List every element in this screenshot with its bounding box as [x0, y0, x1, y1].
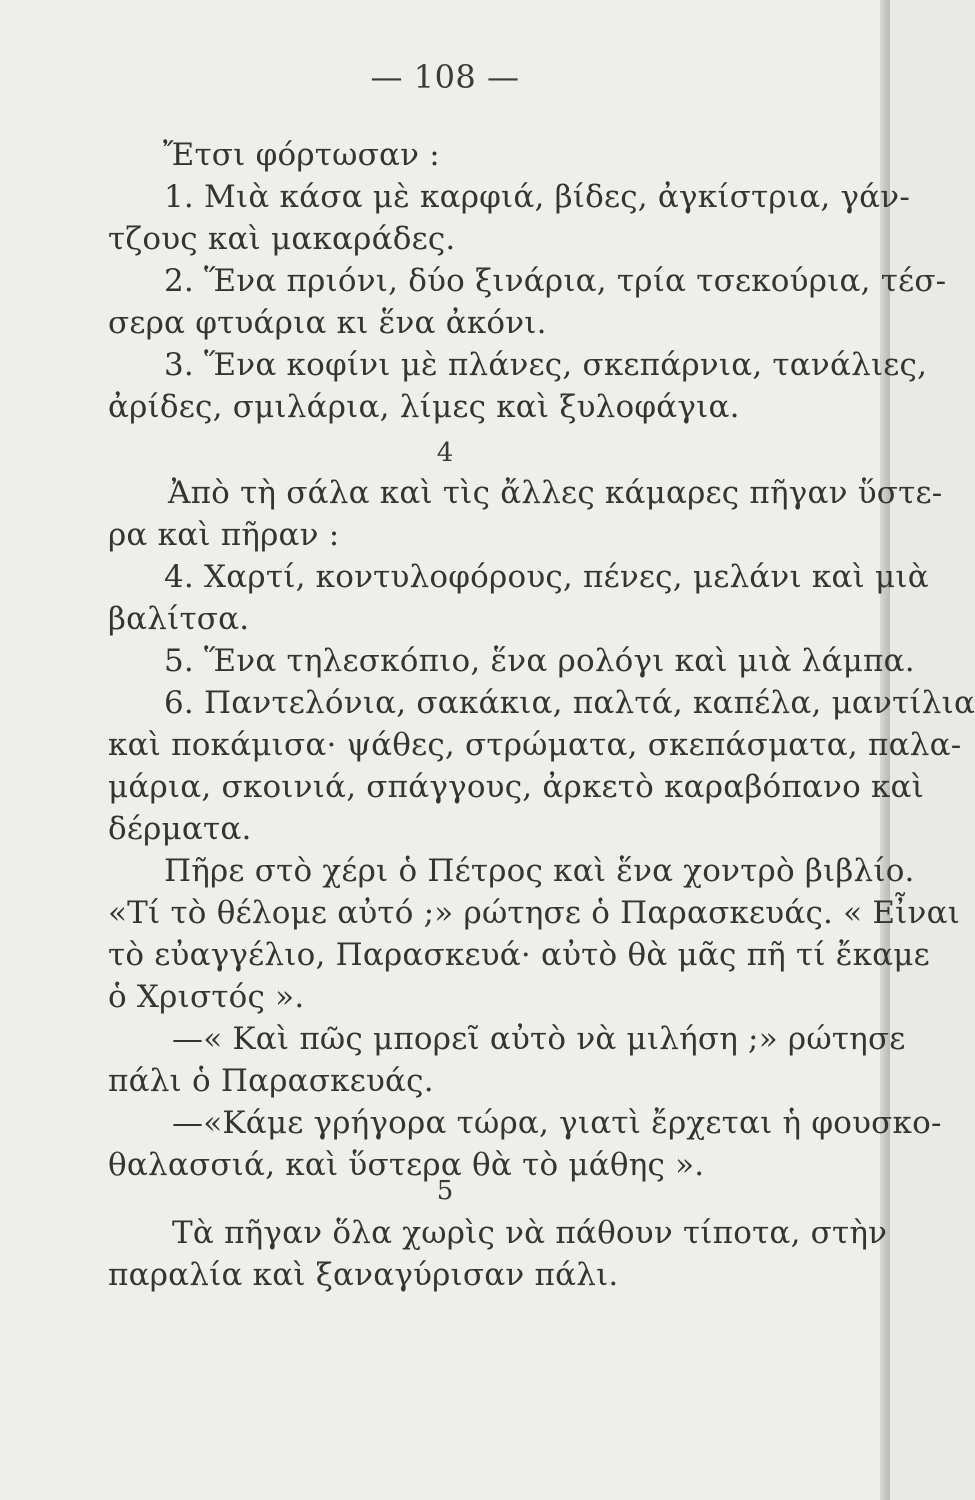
- text-line: 1. Μιὰ κάσα μὲ καρφιά, βίδες, ἀγκίστρια, γάν-: [164, 179, 911, 215]
- text-line: ἀρίδες, σμιλάρια, λίμες καὶ ξυλοφάγια.: [108, 389, 740, 425]
- text-line: —«Κάμε γρήγορα τώρα, γιατὶ ἔρχεται ἡ φουσκο-: [172, 1105, 942, 1141]
- text-line: καὶ ποκάμισα· ψάθες, στρώματα, σκεπάσματα, παλα-: [108, 727, 962, 763]
- text-line: βαλίτσα.: [108, 601, 250, 637]
- page-number: — 108 —: [370, 58, 520, 96]
- text-line: τζους καὶ μακαράδες.: [108, 221, 456, 257]
- text-line: 2. Ἕνα πριόνι, δύο ξινάρια, τρία τσεκούρια, τέσ-: [164, 263, 947, 299]
- text-line: «Τί τὸ θέλομε αὐτό ;» ρώτησε ὁ Παρασκευάς. « Εἶναι: [108, 895, 961, 931]
- text-line: 5. Ἕνα τηλεσκόπιο, ἕνα ρολόγι καὶ μιὰ λάμπα.: [164, 643, 915, 679]
- text-line: σερα φτυάρια κι ἕνα ἀκόνι.: [108, 305, 547, 341]
- text-line: —« Καὶ πῶς μπορεῖ αὐτὸ νὰ μιλήση ;» ρώτησε: [172, 1021, 906, 1057]
- text-line: ρα καὶ πῆραν :: [108, 517, 340, 553]
- section-number-5: 5: [436, 1176, 454, 1206]
- text-line: Ἀπὸ τὴ σάλα καὶ τὶς ἄλλες κάμαρες πῆγαν ὕστε-: [168, 475, 943, 511]
- text-line: παραλία καὶ ξαναγύρισαν πάλι.: [108, 1257, 619, 1293]
- text-line: θαλασσιά, καὶ ὕστερα θὰ τὸ μάθης ».: [108, 1147, 705, 1183]
- text-line: 3. Ἕνα κοφίνι μὲ πλάνες, σκεπάρνια, τανάλιες,: [164, 347, 928, 383]
- text-line: 6. Παντελόνια, σακάκια, παλτά, καπέλα, μαντίλια: [164, 685, 975, 721]
- text-line: Πῆρε στὸ χέρι ὁ Πέτρος καὶ ἕνα χοντρὸ βιβλίο.: [164, 853, 915, 889]
- text-line: μάρια, σκοινιά, σπάγγους, ἀρκετὸ καραβόπανο καὶ: [108, 769, 925, 805]
- section-number-4: 4: [436, 438, 454, 468]
- text-line: Τὰ πῆγαν ὅλα χωρὶς νὰ πάθουν τίποτα, στὴν: [172, 1215, 888, 1251]
- text-line: πάλι ὁ Παρασκευάς.: [108, 1063, 434, 1099]
- text-line: Ἔτσι φόρτωσαν :: [163, 137, 440, 173]
- text-line: τὸ εὐαγγέλιο, Παρασκευά· αὐτὸ θὰ μᾶς πῆ τί ἔκαμε: [108, 937, 930, 973]
- text-line: ὁ Χριστός ».: [108, 979, 305, 1015]
- text-line: 4. Χαρτί, κοντυλοφόρους, πένες, μελάνι καὶ μιὰ: [164, 559, 929, 595]
- text-line: δέρματα.: [108, 811, 252, 847]
